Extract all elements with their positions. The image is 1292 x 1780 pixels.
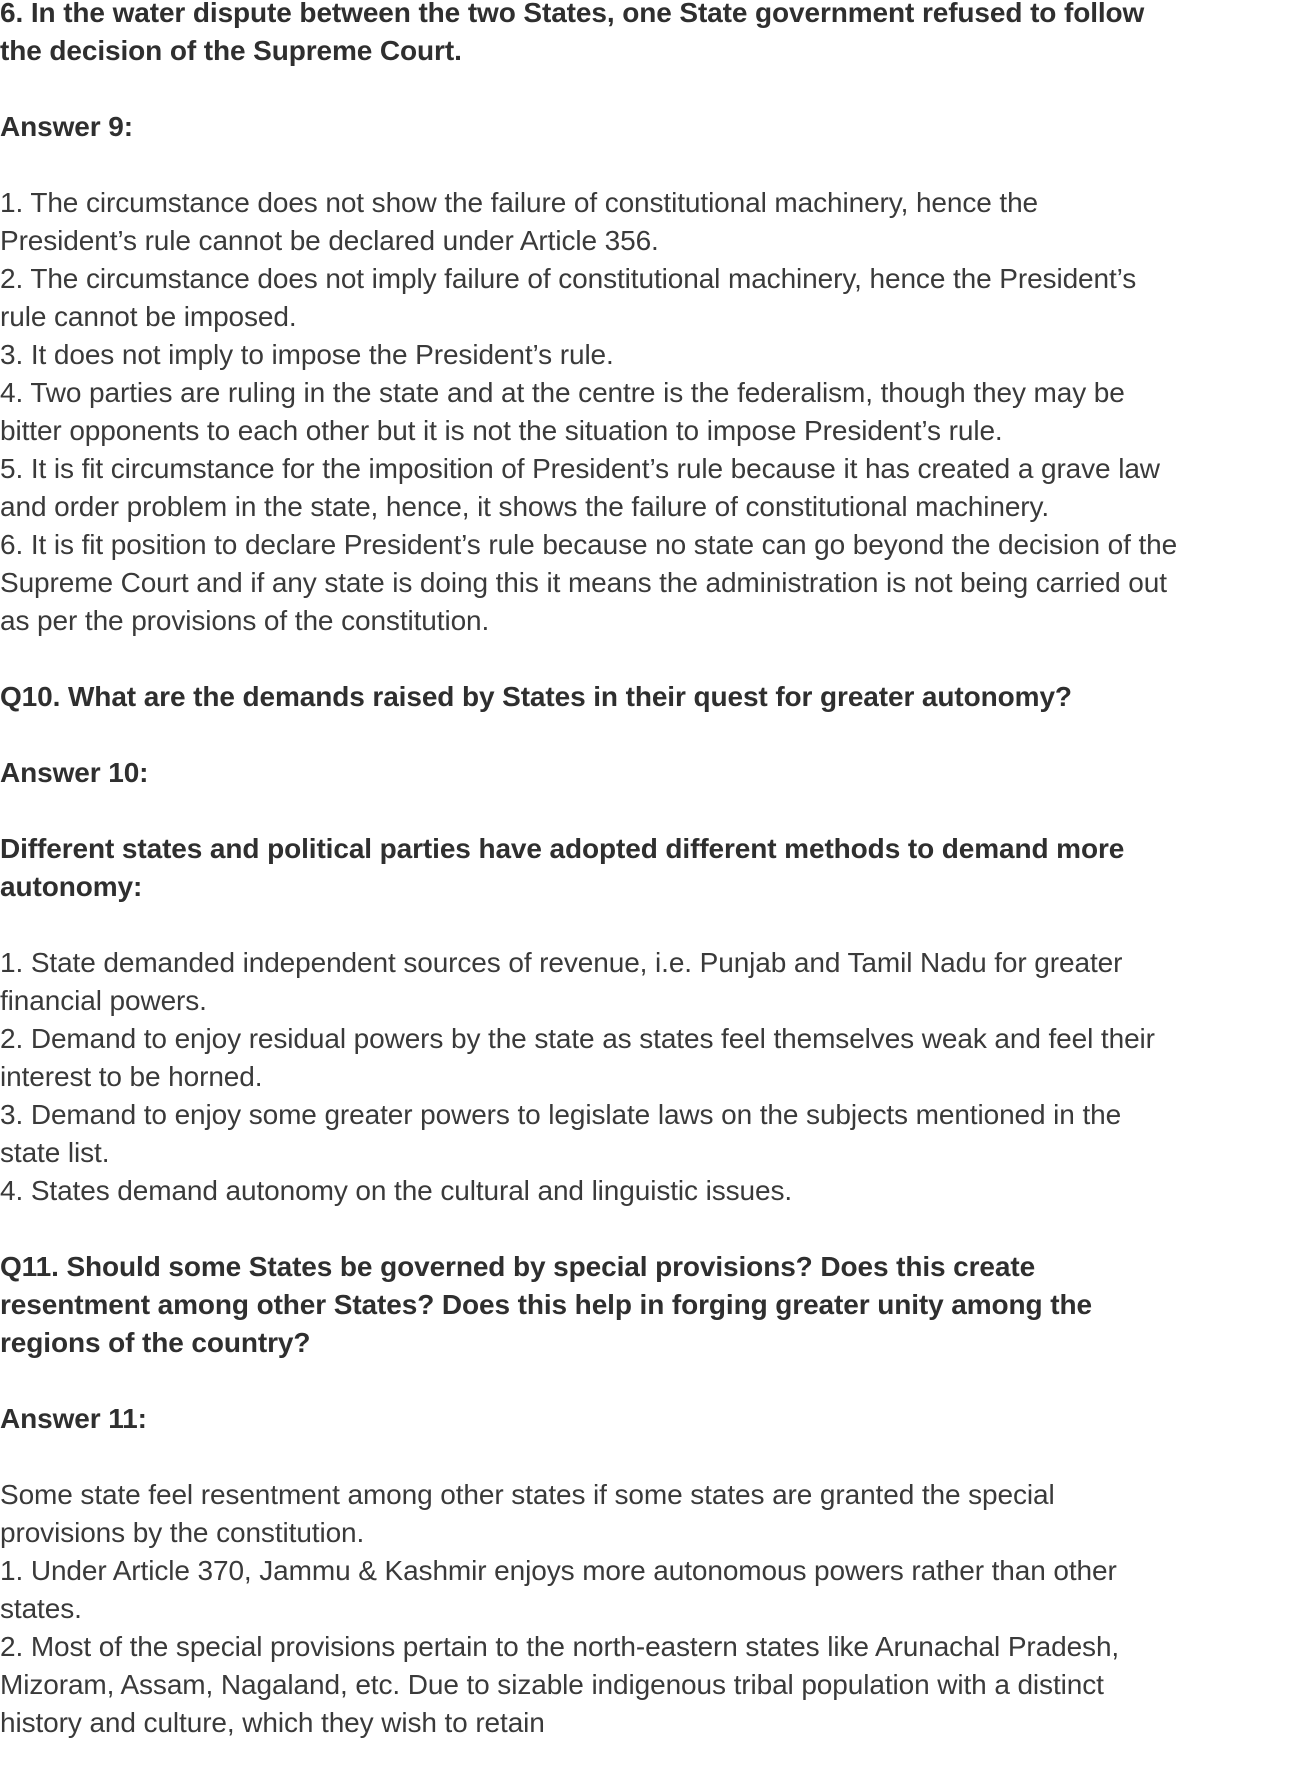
text-line: 1. State demanded independent sources of revenue, i.e. Punjab and Tamil Nadu for greater: [0, 947, 1123, 978]
text-line: 2. Most of the special provisions pertain to the north-eastern states like Arunachal Pradesh,: [0, 1631, 1120, 1662]
answer-11-heading: [0, 1400, 1292, 1438]
text-line: state list.: [0, 1137, 110, 1168]
text-line: Supreme Court and if any state is doing this it means the administration is not being carried out: [0, 567, 1167, 598]
text-line: as per the provisions of the constitution.: [0, 605, 490, 636]
text-line: 2. The circumstance does not imply failure of constitutional machinery, hence the President’s: [0, 263, 1137, 294]
text-line: bitter opponents to each other but it is not the situation to impose President’s rule.: [0, 415, 1003, 446]
text-line: Answer 11:: [0, 1403, 147, 1434]
text-line: provisions by the constitution.: [0, 1517, 365, 1548]
answer-10-heading: [0, 754, 1292, 792]
text-line: Mizoram, Assam, Nagaland, etc. Due to sizable indigenous tribal population with a distinct: [0, 1669, 1104, 1700]
answer-9-heading: [0, 108, 1292, 146]
text-line: 5. It is fit circumstance for the imposition of President’s rule because it has created a grave law: [0, 453, 1160, 484]
answer-10-body: [0, 944, 1292, 1210]
text-line: 4. States demand autonomy on the cultural and linguistic issues.: [0, 1175, 793, 1206]
text-line: Q11. Should some States be governed by special provisions? Does this create: [0, 1251, 1036, 1282]
text-line: financial powers.: [0, 985, 207, 1016]
text-line: interest to be horned.: [0, 1061, 263, 1092]
text-line: 3. It does not imply to impose the President’s rule.: [0, 339, 614, 370]
text-line: history and culture, which they wish to retain: [0, 1707, 545, 1738]
answer-10-intro: [0, 830, 1292, 906]
text-line: 6. In the water dispute between the two States, one State government refused to follow: [0, 0, 1145, 28]
text-line: 1. The circumstance does not show the failure of constitutional machinery, hence the: [0, 187, 1039, 218]
question-11-heading: [0, 1248, 1292, 1362]
text-line: 4. Two parties are ruling in the state and at the centre is the federalism, though they may be: [0, 377, 1125, 408]
text-line: Answer 9:: [0, 111, 133, 142]
text-line: autonomy:: [0, 871, 143, 902]
text-line: 6. It is fit position to declare President’s rule because no state can go beyond the decision of the: [0, 529, 1178, 560]
text-line: 3. Demand to enjoy some greater powers to legislate laws on the subjects mentioned in the: [0, 1099, 1122, 1130]
text-line: President’s rule cannot be declared under Article 356.: [0, 225, 659, 256]
text-line: Different states and political parties have adopted different methods to demand more: [0, 833, 1125, 864]
text-line: Q10. What are the demands raised by States in their quest for greater autonomy?: [0, 681, 1072, 712]
text-line: Answer 10:: [0, 757, 149, 788]
text-line: regions of the country?: [0, 1327, 311, 1358]
text-line: rule cannot be imposed.: [0, 301, 297, 332]
text-line: 1. Under Article 370, Jammu & Kashmir enjoys more autonomous powers rather than other: [0, 1555, 1117, 1586]
answer-11-body: [0, 1476, 1292, 1742]
question-6-heading: [0, 0, 1292, 70]
answer-9-body: [0, 184, 1292, 640]
text-line: states.: [0, 1593, 82, 1624]
text-line: resentment among other States? Does this help in forging greater unity among the: [0, 1289, 1092, 1320]
text-line: Some state feel resentment among other states if some states are granted the special: [0, 1479, 1055, 1510]
question-10-heading: [0, 678, 1292, 716]
text-line: the decision of the Supreme Court.: [0, 35, 462, 66]
text-line: 2. Demand to enjoy residual powers by the state as states feel themselves weak and feel their: [0, 1023, 1155, 1054]
text-line: and order problem in the state, hence, it shows the failure of constitutional machinery.: [0, 491, 1050, 522]
